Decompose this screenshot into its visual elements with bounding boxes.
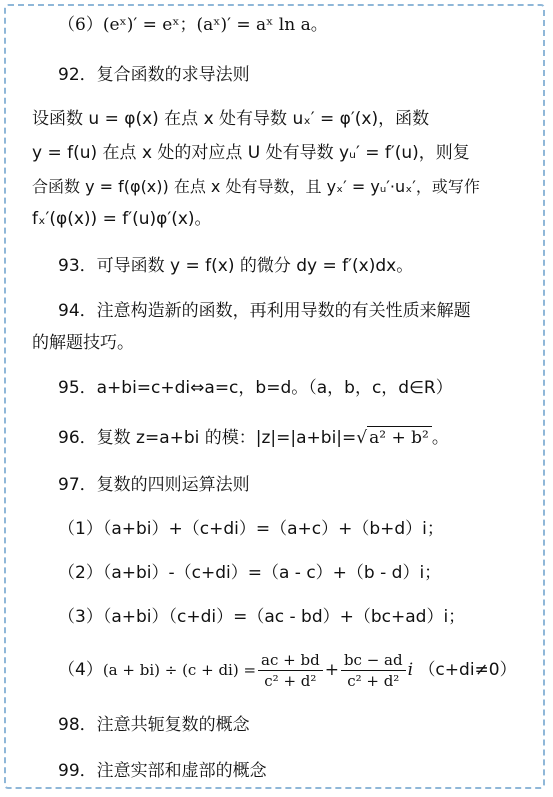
sqrt-symbol: √: [356, 428, 368, 448]
rule-4-prefix: （4）: [58, 660, 103, 680]
fraction-imag-denominator: c² + d²: [347, 671, 400, 690]
rule-1-addition: （1）（a+bi）+（c+di）=（a+c）+（b+d）i；: [58, 519, 444, 539]
item-96: [58, 426, 449, 449]
heading-97: 97．复数的四则运算法则: [58, 475, 250, 495]
rule-2-subtraction: （2）（a+bi）-（c+di）=（a - c）+（b - d）i；: [58, 563, 442, 583]
item-98: 98．注意共轭复数的概念: [58, 715, 250, 735]
rule-4-expr: (a + bi) ÷ (c + di) =: [102, 661, 257, 679]
item-94-line1: 94．注意构造新的函数，再利用导数的有关性质来解题: [58, 301, 471, 321]
plus-sign: +: [324, 660, 339, 680]
text-92-line4: fₓ′(φ(x)) = f′(u)φ′(x)。: [32, 209, 212, 229]
fraction-imag-numerator: bc − ad: [341, 650, 406, 671]
fraction-real-numerator: ac + bd: [258, 650, 323, 671]
fraction-real-denominator: c² + d²: [264, 671, 317, 690]
fraction-imag: [341, 650, 406, 691]
rule-3-multiplication: （3）（a+bi）（c+di）=（ac - bd）+（bc+ad）i；: [58, 607, 466, 627]
derivative-formula-6: （6）(eˣ)′ = eˣ；(aˣ)′ = aˣ ln a。: [58, 15, 328, 35]
rule-4-division: [58, 648, 517, 692]
item-93: 93．可导函数 y = f(x) 的微分 dy = f′(x)dx。: [58, 256, 414, 276]
item-94-line2: 的解题技巧。: [32, 333, 134, 353]
text-92-line3: 合函数 y = f(φ(x)) 在点 x 处有导数，且 yₓ′ = yᵤ′·uₓ′，或写作: [32, 177, 480, 196]
rule-4-condition: （c+di≠0）: [418, 660, 517, 680]
item-96-text: 96．复数 z=a+bi 的模：|z|=|a+bi|=: [58, 428, 357, 448]
item-99: 99．注意实部和虚部的概念: [58, 761, 267, 781]
sqrt-radicand: a² + b²: [367, 426, 432, 449]
text-92-line2: y = f(u) 在点 x 处的对应点 U 处有导数 yᵤ′ = f′(u)，则复: [32, 143, 470, 163]
fraction-real: [258, 650, 323, 691]
item-95: 95．a+bi=c+di⇔a=c，b=d。（a，b，c，d∈R）: [58, 378, 453, 398]
text-92-line1: 设函数 u = φ(x) 在点 x 处有导数 uₓ′ = φ′(x)，函数: [32, 109, 430, 129]
imaginary-unit: i: [407, 660, 414, 680]
item-96-end: 。: [431, 428, 449, 448]
heading-92: 92．复合函数的求导法则: [58, 65, 250, 85]
